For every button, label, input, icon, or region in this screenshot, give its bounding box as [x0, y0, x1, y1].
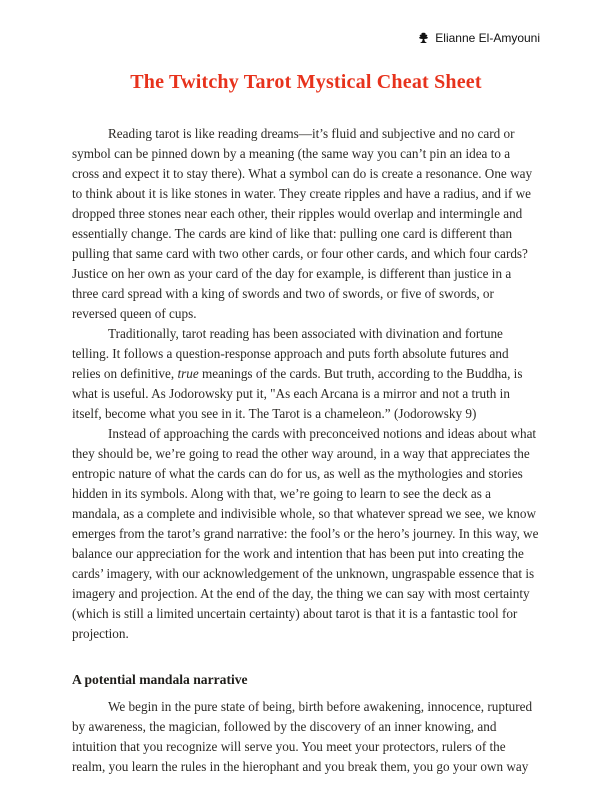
paragraph-4: We begin in the pure state of being, birth before awakening, innocence, ruptured by awareness, the magician, followed by the discovery of an inner knowing, and intuition that you recognize will serve you. You meet your protectors, rulers of the realm, you learn the rules in the hierophant and you break them, you go your own way	[72, 699, 533, 774]
paragraph-2	[72, 324, 540, 424]
document-header	[417, 31, 540, 46]
paragraph-3: Instead of approaching the cards with preconceived notions and ideas about what they should be, we’re going to read the other way around, in a way that appreciates the entropic nature of what the cards can do for us, as well as the mythologies and stories hidden in its symbols. Along with that, we’re going to learn to see the deck as a mandala, as a complete and indivisible whole, so that whatever spread we see, we know emerges from the tarot’s grand narrative: the fool’s or the hero’s journey. In this way, we balance our appreciation for the work and intention that has been put into creating the cards’ imagery, with our acknowledgement of the unknown, ungraspable essence that is imagery and projection. At the end of the day, the thing we can say with most certainty (which is still a limited uncertain certainty) about tarot is that it is a fantastic tool for projection.	[72, 426, 539, 641]
document-body	[72, 124, 540, 777]
page-title: The Twitchy Tarot Mystical Cheat Sheet	[130, 71, 482, 93]
author-name: Elianne El-Amyouni	[435, 31, 540, 45]
paragraph-2-text: Traditionally, tarot reading has been associated with divination and fortune telling. It follows a question-response approach and puts forth absolute futures and relies on definitive,	[72, 326, 509, 381]
paragraph-2-text-cont: meanings of the cards. But truth, according to the Buddha, is what is useful. As Jodorowsky put it, "As each Arcana is a mirror and not a truth in itself, become what you see in it. The Tarot is a chameleon.” (Jodorowsky 9)	[72, 366, 523, 421]
section-heading: A potential mandala narrative	[72, 672, 248, 687]
tree-icon	[417, 32, 430, 46]
paragraph-1: Reading tarot is like reading dreams—it’s fluid and subjective and no card or symbol can be pinned down by a meaning (the same way you can’t pin an idea to a cross and expect it to stay there). What a symbol can do is create a resonance. One way to think about it is like stones in water. They create ripples and have a radius, and if we dropped three stones near each other, their ripples would overlap and intermingle and essentially change. The cards are kind of like that: pulling one card is different than pulling that same card with two other cards, or four other cards, and which four cards? Justice on her own as your card of the day for example, is different than justice in a three card spread with a king of swords and two of swords, or five of swords, or reversed queen of cups.	[72, 126, 533, 321]
paragraph-2-italic-word: true	[177, 366, 199, 381]
